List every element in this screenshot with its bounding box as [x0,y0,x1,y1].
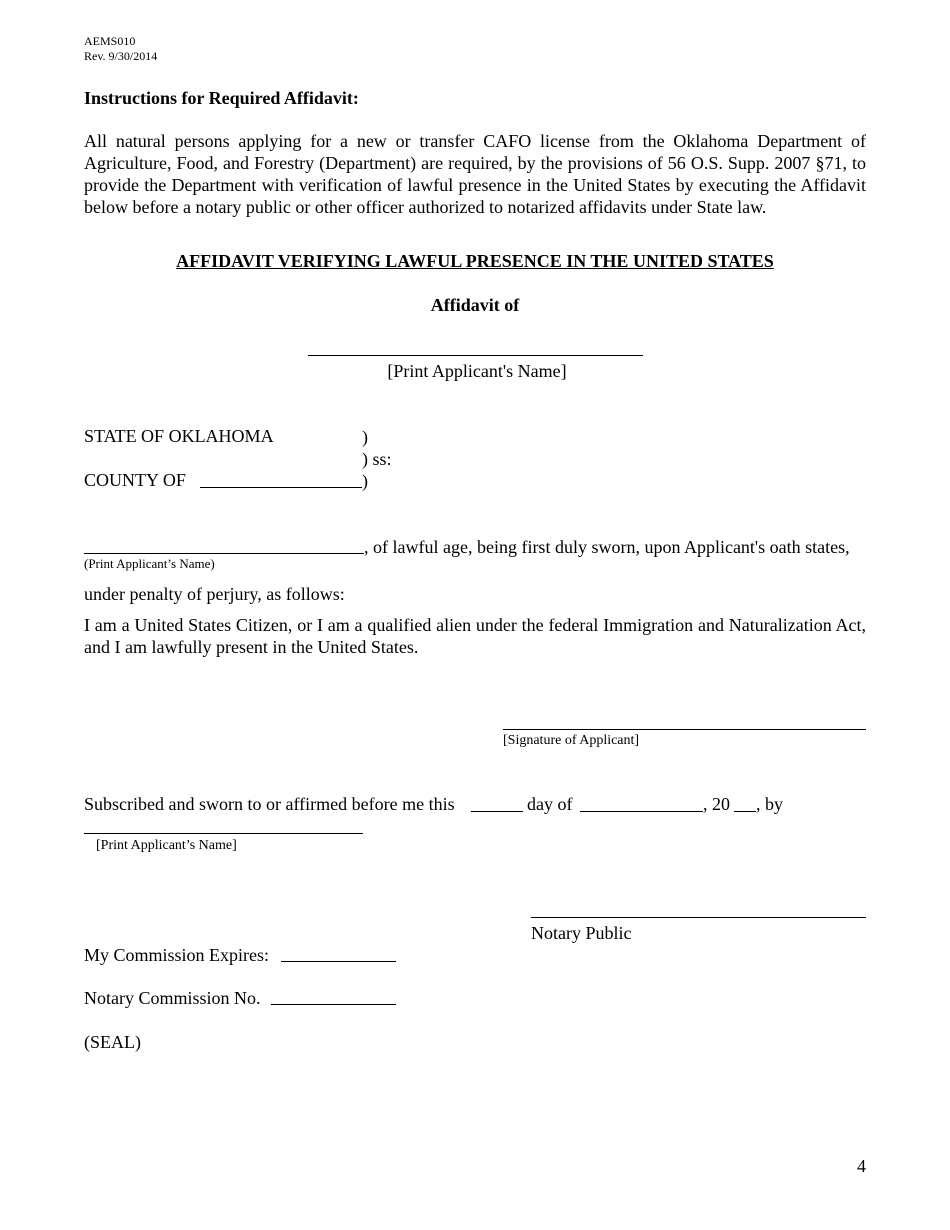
signature-caption: [Signature of Applicant] [503,733,640,748]
notary-signature-line[interactable] [531,917,866,918]
applicant-signature-line[interactable] [503,729,866,730]
form-revision: Rev. 9/30/2014 [84,49,158,63]
commission-expires-label: My Commission Expires: [84,945,270,965]
seal-label: (SEAL) [84,1032,141,1052]
day-field-line[interactable] [471,811,523,812]
notary-applicant-name-caption: [Print Applicant’s Name] [96,838,237,853]
oath-name-caption: (Print Applicant’s Name) [84,556,215,571]
page-number: 4 [857,1156,866,1176]
affidavit-title: AFFIDAVIT VERIFYING LAWFUL PRESENCE IN THE UNITED STATES [176,251,774,271]
notary-public-label: Notary Public [531,923,632,943]
applicant-name-caption: [Print Applicant's Name] [387,361,567,381]
oath-continuation: under penalty of perjury, as follows: [84,584,345,604]
venue-paren-1: ) [362,427,368,447]
oath-line-text: , of lawful age, being first duly sworn, upon Applicant's oath states, [364,537,850,557]
applicant-name-line[interactable] [308,355,643,356]
year-prefix-text: , 20 [703,794,730,814]
instructions-heading: Instructions for Required Affidavit: [84,88,359,108]
venue-paren-3: ) [362,471,368,491]
day-of-text: day of [527,794,573,814]
form-code: AEMS010 [84,34,136,48]
subscribed-text: Subscribed and sworn to or affirmed before me this [84,794,455,814]
commission-no-line[interactable] [271,1004,396,1005]
month-field-line[interactable] [580,811,703,812]
commission-expires-line[interactable] [281,961,396,962]
county-label: COUNTY OF [84,470,186,490]
instructions-paragraph: All natural persons applying for a new or transfer CAFO license from the Oklahoma Department of Agriculture, Food, and Forestry (Department) are required, by the provisions of 56 O.S. Supp. 2007 §71, to provide the Department with verification of lawful presence in the United States by executing the Affidavit below before a notary public or other officer authorized to notarized affidavits under State law. [84,131,866,217]
affidavit-subtitle: Affidavit of [430,295,520,315]
commission-no-label: Notary Commission No. [84,988,261,1008]
notary-applicant-name-line[interactable] [84,833,363,834]
oath-statement: I am a United States Citizen, or I am a qualified alien under the federal Immigration and Naturalization Act, and I am lawfully present in the United States. [84,615,866,657]
state-label: STATE OF OKLAHOMA [84,426,274,446]
venue-paren-ss: ) ss: [362,449,392,469]
county-field-line[interactable] [200,487,362,488]
year-field-line[interactable] [734,811,756,812]
oath-name-line[interactable] [84,553,364,554]
by-text: , by [756,794,783,814]
